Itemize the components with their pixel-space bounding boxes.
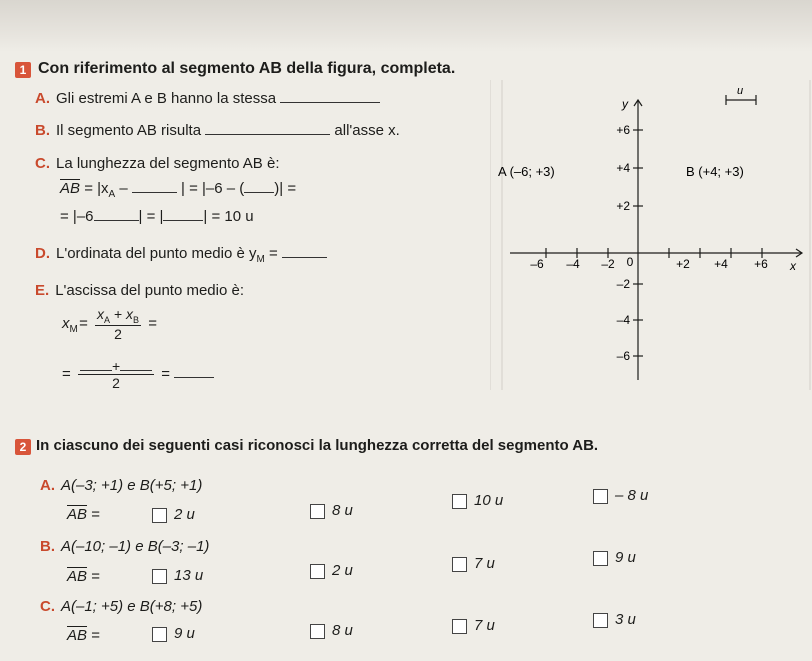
formula-part: =	[148, 314, 157, 332]
case-c-option-4[interactable]	[593, 611, 636, 628]
ex1-e-line2	[62, 358, 214, 391]
option-label: 3 u	[615, 611, 636, 628]
answer-blank[interactable]	[205, 134, 330, 135]
case-b-option-2[interactable]	[310, 562, 353, 579]
formula-sub: M	[69, 323, 78, 335]
item-b-suffix: all'asse x.	[334, 122, 400, 139]
formula-sub: M	[256, 254, 265, 265]
answer-blank[interactable]	[163, 220, 203, 221]
case-b-option-4[interactable]	[593, 549, 636, 566]
item-letter: D.	[35, 245, 50, 262]
x-tick-label: –2	[601, 257, 615, 271]
formula-part: x	[126, 306, 134, 322]
checkbox[interactable]	[593, 489, 608, 504]
x-tick-label: –4	[566, 257, 580, 271]
x-tick-label: 0	[626, 255, 634, 269]
x-axis-label: x	[790, 259, 796, 273]
unit-label: u	[737, 85, 744, 97]
x-tick-label: +6	[754, 257, 768, 271]
checkbox[interactable]	[310, 504, 325, 519]
ex1-item-e	[35, 282, 244, 299]
answer-blank[interactable]	[244, 192, 274, 193]
case-text: A(–10; –1) e B(–3; –1)	[61, 538, 210, 555]
item-d-text: L'ordinata del punto medio è y	[56, 245, 257, 262]
x-tick-label: +4	[714, 257, 728, 271]
y-tick-label: +6	[616, 123, 630, 137]
midpoint-fraction-blank	[78, 358, 154, 391]
case-letter: B.	[40, 538, 55, 555]
segment-ab-label: $\overline{AB}$	[67, 506, 88, 523]
item-letter: A.	[35, 90, 50, 107]
point-a-label: A (–6; +3)	[498, 164, 555, 179]
option-label: 9 u	[615, 549, 636, 566]
y-tick-label: –4	[616, 313, 630, 327]
option-label: 7 u	[474, 617, 495, 634]
point-b-label: B (+4; +3)	[686, 164, 744, 179]
answer-blank[interactable]	[94, 220, 139, 221]
checkbox[interactable]	[452, 494, 467, 509]
option-label: 9 u	[174, 625, 195, 642]
answer-blank[interactable]	[120, 370, 152, 371]
formula-part: +	[111, 358, 121, 374]
y-tick-label: +2	[616, 199, 630, 213]
answer-blank[interactable]	[174, 377, 214, 378]
formula-part: | = |–6 – (	[181, 180, 245, 197]
formula-part: =	[269, 245, 278, 262]
segment-ab-label: $\overline{AB}$	[60, 180, 81, 197]
item-e-text: L'ascissa del punto medio è:	[55, 282, 244, 299]
formula-part: = |x	[84, 180, 109, 197]
equals-sign: =	[91, 568, 100, 585]
y-tick-label: –2	[616, 277, 630, 291]
formula-sub: A	[108, 189, 116, 200]
checkbox[interactable]	[152, 508, 167, 523]
formula-part: x	[97, 306, 105, 322]
item-b-text: Il segmento AB risulta	[56, 122, 202, 139]
ex1-item-a	[35, 90, 380, 107]
option-label: – 8 u	[615, 487, 649, 504]
item-c-text: La lunghezza del segmento AB è:	[56, 155, 280, 172]
coordinate-graph	[490, 80, 812, 390]
case-c-option-3[interactable]	[452, 617, 495, 634]
case-a-option-2[interactable]	[310, 502, 353, 519]
checkbox[interactable]	[310, 624, 325, 639]
answer-blank[interactable]	[132, 192, 177, 193]
case-b-option-1[interactable]	[152, 567, 203, 584]
ex1-c-line2	[60, 208, 254, 225]
answer-blank[interactable]	[280, 102, 380, 103]
formula-part: )| =	[274, 180, 297, 197]
y-axis-label: y	[622, 97, 628, 111]
option-label: 7 u	[474, 555, 495, 572]
case-c-option-1[interactable]	[152, 625, 195, 642]
formula-part: | = 10 u	[203, 208, 254, 225]
case-letter: C.	[40, 598, 55, 615]
ex1-item-d	[35, 245, 327, 265]
checkbox[interactable]	[310, 564, 325, 579]
checkbox[interactable]	[452, 619, 467, 634]
case-a-option-3[interactable]	[452, 492, 503, 509]
item-letter: C.	[35, 155, 50, 172]
ex1-c-line1	[60, 180, 296, 200]
ex1-e-formula: $x_M$ = $\frac{x_A + x_B}{2}$ =	[62, 306, 157, 342]
equals-sign: =	[91, 627, 100, 644]
item-letter: E.	[35, 282, 50, 299]
case-b-points	[40, 538, 209, 555]
x-tick-label: +2	[676, 257, 690, 271]
formula-part: 2	[114, 325, 122, 342]
case-a-ab-label	[67, 506, 100, 523]
option-label: 2 u	[332, 562, 353, 579]
case-c-points	[40, 598, 202, 615]
checkbox[interactable]	[593, 551, 608, 566]
case-c-option-2[interactable]	[310, 622, 353, 639]
option-label: 8 u	[332, 622, 353, 639]
case-b-option-3[interactable]	[452, 555, 495, 572]
y-tick-label: –6	[616, 349, 630, 363]
formula-sub: B	[133, 314, 140, 325]
checkbox[interactable]	[452, 557, 467, 572]
formula-part: =	[161, 365, 171, 383]
equals-sign: =	[91, 506, 100, 523]
case-a-option-4[interactable]	[593, 487, 648, 504]
case-c-ab-label	[67, 627, 100, 644]
exercise-2-title: In ciascuno dei seguenti casi riconosci la lunghezza corretta del segmento AB.	[36, 437, 599, 454]
checkbox[interactable]	[593, 613, 608, 628]
segment-ab-label: $\overline{AB}$	[67, 568, 88, 585]
exercise-1-title: Con riferimento al segmento AB della figura, completa.	[38, 60, 456, 77]
ex1-item-b	[35, 122, 400, 139]
exercise-1-number: 1	[15, 62, 31, 78]
ex1-item-c	[35, 155, 280, 172]
y-tick-label: +4	[616, 161, 630, 175]
case-a-option-1[interactable]	[152, 506, 195, 523]
item-letter: B.	[35, 122, 50, 139]
case-b-ab-label	[67, 568, 100, 585]
option-label: 10 u	[474, 492, 504, 509]
formula-part: 2	[112, 375, 120, 391]
formula-sub: A	[104, 314, 111, 325]
option-label: 13 u	[174, 567, 204, 584]
case-text: A(–3; +1) e B(+5; +1)	[61, 477, 203, 494]
formula-part: | = |	[138, 208, 164, 225]
formula-part: –	[119, 180, 128, 197]
formula-part: = |–6	[60, 208, 94, 225]
item-a-text: Gli estremi A e B hanno la stessa	[56, 90, 277, 107]
segment-ab-label: $\overline{AB}$	[67, 627, 88, 644]
case-a-points	[40, 477, 202, 494]
x-tick-label: –6	[530, 257, 544, 271]
case-letter: A.	[40, 477, 55, 494]
exercise-2-number: 2	[15, 439, 31, 455]
formula-part: =	[62, 365, 71, 383]
checkbox[interactable]	[152, 627, 167, 642]
option-label: 2 u	[174, 506, 195, 523]
option-label: 8 u	[332, 502, 353, 519]
answer-blank[interactable]	[282, 257, 327, 258]
formula-part: +	[113, 306, 123, 322]
checkbox[interactable]	[152, 569, 167, 584]
answer-blank[interactable]	[80, 370, 112, 371]
formula-part: x	[62, 314, 70, 332]
page-top-edge	[0, 0, 812, 52]
midpoint-fraction	[95, 306, 141, 342]
case-text: A(–1; +5) e B(+8; +5)	[61, 598, 203, 615]
